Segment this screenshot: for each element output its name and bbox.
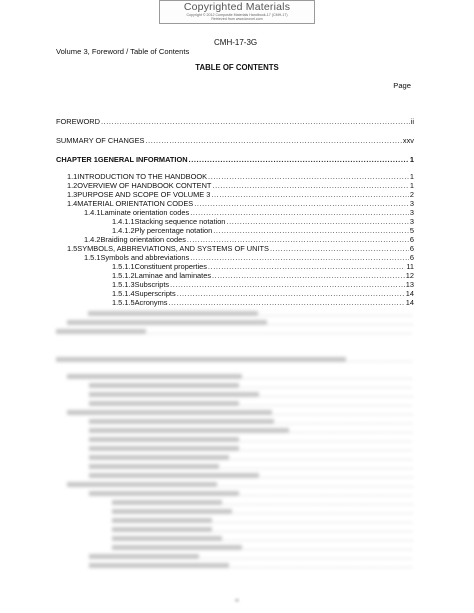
toc-entry[interactable] [84, 253, 414, 262]
document-id: CMH-17-3G [214, 38, 258, 47]
toc-entry-page: 3 [409, 199, 414, 208]
stamp-line-copyright: Copyright © 2012 Composite Materials Handbook-17 (CMH-17) [186, 13, 288, 17]
dot-leader [208, 172, 409, 181]
toc-entry-page: 1 [409, 172, 414, 181]
toc-entry-number: 1.4.1.1 [112, 217, 135, 226]
blurred-line [89, 561, 414, 570]
toc-entry-page: 11 [406, 262, 414, 271]
toc-entry-title: Stacking sequence notation [134, 217, 226, 226]
toc-entry-title: Laminae and laminates [134, 271, 212, 280]
toc-entry-title: SYMBOLS, ABBREVIATIONS, AND SYSTEMS OF UNITS [77, 244, 269, 253]
toc-entry-page: xxv [402, 136, 414, 145]
blurred-line [89, 435, 414, 444]
toc-entry-number: 1.2 [67, 181, 78, 190]
toc-entry-number: 1.5.1 [84, 253, 101, 262]
toc-entry[interactable] [56, 117, 414, 126]
toc-entry-number: 1.3 [67, 190, 78, 199]
toc-entry-page: 3 [409, 208, 414, 217]
dot-leader [145, 136, 401, 145]
toc-entry-title: Superscripts [134, 289, 176, 298]
toc-entry-number: CHAPTER 1 [56, 155, 98, 164]
toc-entry[interactable] [67, 244, 414, 253]
toc-entry[interactable] [56, 155, 414, 164]
dot-leader [177, 289, 405, 298]
toc-entry[interactable] [112, 280, 414, 289]
toc-entry[interactable] [56, 136, 414, 145]
dot-leader [187, 235, 409, 244]
dot-leader [211, 190, 409, 199]
toc-entry-number: 1.4.2 [84, 235, 101, 244]
blurred-line [56, 327, 414, 336]
toc-entry-page: 12 [405, 271, 414, 280]
toc-entry[interactable] [67, 190, 414, 199]
toc-entry-page: 14 [405, 289, 414, 298]
blurred-toc-remainder [0, 300, 474, 613]
blurred-line [89, 471, 414, 480]
dot-leader [189, 155, 409, 164]
dot-leader [101, 117, 410, 126]
dot-leader [194, 199, 409, 208]
page-number: iii [235, 598, 239, 604]
dot-leader [213, 226, 409, 235]
copyright-stamp [159, 0, 315, 24]
toc-entry-number: 1.5.1.5 [112, 298, 135, 307]
blurred-line [112, 507, 414, 516]
blurred-line [56, 355, 414, 364]
toc-entry[interactable] [84, 208, 414, 217]
toc-entry-page: 3 [409, 217, 414, 226]
toc-entry[interactable] [67, 199, 414, 208]
dot-leader [208, 262, 405, 271]
toc-entry-title: Acronyms [134, 298, 168, 307]
toc-entry-page: 6 [409, 244, 414, 253]
toc-entry-title: MATERIAL ORIENTATION CODES [77, 199, 194, 208]
toc-entry[interactable] [112, 289, 414, 298]
blurred-line [88, 309, 414, 318]
blurred-line [89, 399, 414, 408]
blurred-line [89, 381, 414, 390]
blurred-line [89, 462, 414, 471]
toc-entry-page: 1 [409, 155, 414, 164]
toc-entry-page: 1 [409, 181, 414, 190]
blurred-line [89, 444, 414, 453]
toc-entry-title: OVERVIEW OF HANDBOOK CONTENT [77, 181, 212, 190]
toc-entry-title: Laminate orientation codes [100, 208, 190, 217]
dot-leader [190, 253, 409, 262]
volume-line: Volume 3, Foreword / Table of Contents [56, 47, 190, 56]
blurred-line [89, 489, 414, 498]
toc-entry-number: 1.5.1.3 [112, 280, 135, 289]
toc-entry-title: Braiding orientation codes [100, 235, 186, 244]
blurred-line [112, 543, 414, 552]
stamp-title: Copyrighted Materials [183, 1, 291, 13]
toc-entry-number: 1.1 [67, 172, 78, 181]
blurred-line [89, 417, 414, 426]
dot-leader [170, 280, 405, 289]
dot-leader [226, 217, 408, 226]
toc-entry[interactable] [112, 217, 414, 226]
blurred-line [67, 408, 414, 417]
toc-entry-number: 1.5.1.1 [112, 262, 135, 271]
toc-entry[interactable] [67, 181, 414, 190]
toc-entry-number: 1.5.1.4 [112, 289, 135, 298]
toc-entry-number: 1.5 [67, 244, 78, 253]
toc-entry-title: PURPOSE AND SCOPE OF VOLUME 3 [77, 190, 211, 199]
blurred-line [67, 372, 414, 381]
dot-leader [212, 271, 405, 280]
blurred-line [89, 453, 414, 462]
toc-entry-number: 1.5.1.2 [112, 271, 135, 280]
stamp-line-source: Retrieved from www.knovel.com [211, 17, 263, 22]
page-column-label: Page [393, 81, 411, 90]
toc-entry-title: INTRODUCTION TO THE HANDBOOK [77, 172, 208, 181]
toc-entry[interactable] [67, 172, 414, 181]
toc-entry-page: 5 [409, 226, 414, 235]
toc-entry-page: 13 [405, 280, 414, 289]
toc-entry-number: 1.4.1 [84, 208, 101, 217]
toc-entry[interactable] [84, 235, 414, 244]
toc-entry-number: 1.4 [67, 199, 78, 208]
dot-leader [270, 244, 409, 253]
toc-entry-page: 6 [409, 253, 414, 262]
dot-leader [190, 208, 409, 217]
toc-title: TABLE OF CONTENTS [195, 63, 279, 72]
blurred-line [112, 516, 414, 525]
toc-entry-title: Symbols and abbreviations [100, 253, 190, 262]
toc-entry-title: FOREWORD [56, 117, 100, 126]
dot-leader [212, 181, 408, 190]
toc-entry-page: 6 [409, 235, 414, 244]
toc-entry[interactable] [112, 271, 414, 280]
toc-entry[interactable] [112, 262, 414, 271]
toc-entry-title: Constituent properties [134, 262, 207, 271]
toc-entry-title: Subscripts [134, 280, 170, 289]
blurred-line [112, 534, 414, 543]
toc-entry-page: ii [410, 117, 414, 126]
toc-entry-number: 1.4.1.2 [112, 226, 135, 235]
blurred-line [89, 552, 414, 561]
toc-entry-page: 2 [409, 190, 414, 199]
blurred-line [112, 498, 414, 507]
blurred-line [112, 525, 414, 534]
toc-entry-title: SUMMARY OF CHANGES [56, 136, 145, 145]
blurred-line [89, 426, 414, 435]
blurred-line [89, 390, 414, 399]
toc-entry-page: 14 [405, 298, 414, 307]
toc-entry-title: Ply percentage notation [134, 226, 213, 235]
toc-entry-title: GENERAL INFORMATION [97, 155, 188, 164]
blurred-line [67, 480, 414, 489]
toc-entry[interactable] [112, 226, 414, 235]
blurred-line [67, 318, 414, 327]
